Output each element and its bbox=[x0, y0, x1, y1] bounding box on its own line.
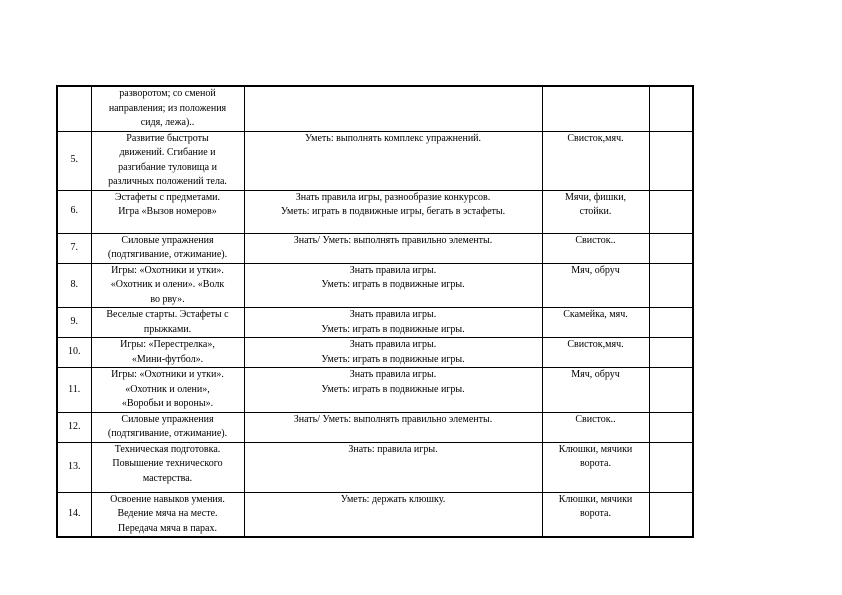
requirement-line: Уметь: играть в подвижные игры. bbox=[321, 353, 465, 365]
table-row bbox=[57, 131, 693, 190]
table-row bbox=[57, 338, 693, 368]
requirements-cell bbox=[244, 190, 542, 233]
topic-line: (подтягивание, отжимание). bbox=[107, 428, 228, 439]
topic-line: Развитие быстроты bbox=[126, 132, 209, 144]
topic-line: Игры: «Охотники и утки». bbox=[111, 264, 224, 276]
equipment-line: Клюшки, мячики bbox=[558, 493, 633, 505]
topic-line: разгибание туловища и bbox=[118, 161, 217, 173]
table-row bbox=[57, 86, 693, 131]
notes-cell bbox=[649, 190, 693, 233]
equipment-line: Скамейка, мяч. bbox=[563, 309, 628, 320]
notes-cell bbox=[649, 233, 693, 263]
topic-line: Силовые упражнения bbox=[121, 234, 214, 246]
equipment-line: ворота. bbox=[580, 458, 611, 469]
topic-line: Повышение технического bbox=[112, 458, 223, 469]
topic-line: Игра «Вызов номеров» bbox=[118, 206, 217, 217]
lesson-topic-cell bbox=[91, 233, 244, 263]
lesson-topic-cell bbox=[91, 190, 244, 233]
lesson-topic-cell bbox=[91, 442, 244, 492]
lesson-number-cell: 13. bbox=[57, 442, 91, 492]
topic-line: «Мини-футбол». bbox=[131, 353, 204, 365]
equipment-cell bbox=[542, 308, 649, 338]
lesson-number-cell: 11. bbox=[57, 368, 91, 413]
notes-cell bbox=[649, 338, 693, 368]
requirement-line: Знать правила игры, разнообразие конкурсов. bbox=[295, 191, 491, 203]
requirement-line: Знать правила игры. bbox=[349, 369, 437, 380]
lesson-number-cell: 7. bbox=[57, 233, 91, 263]
topic-line: Техническая подготовка. bbox=[114, 443, 221, 455]
topic-line: прыжками. bbox=[143, 323, 192, 335]
requirement-line: Уметь: играть в подвижные игры. bbox=[321, 279, 465, 290]
lesson-topic-cell bbox=[91, 131, 244, 190]
equipment-cell bbox=[542, 233, 649, 263]
lesson-number-cell: 12. bbox=[57, 412, 91, 442]
topic-line: мастерства. bbox=[142, 472, 193, 484]
table-row bbox=[57, 263, 693, 308]
topic-line: Эстафеты с предметами. bbox=[114, 191, 221, 203]
requirement-line: Знать/ Уметь: выполнять правильно элементы. bbox=[293, 234, 493, 246]
lesson-number-cell: 9. bbox=[57, 308, 91, 338]
topic-line: «Охотник и олени». «Волк bbox=[110, 279, 225, 290]
requirement-line: Знать/ Уметь: выполнять правильно элементы. bbox=[293, 413, 493, 425]
lesson-topic-cell bbox=[91, 368, 244, 413]
requirements-cell bbox=[244, 263, 542, 308]
requirements-cell bbox=[244, 233, 542, 263]
requirements-cell bbox=[244, 131, 542, 190]
requirements-cell bbox=[244, 308, 542, 338]
equipment-line: Свисток.. bbox=[575, 234, 616, 246]
topic-line: направления; из положения bbox=[108, 102, 227, 114]
table-row bbox=[57, 442, 693, 492]
equipment-line: Мяч, обруч bbox=[571, 369, 620, 380]
notes-cell bbox=[649, 308, 693, 338]
topic-line: движений. Сгибание и bbox=[119, 147, 216, 158]
equipment-cell bbox=[542, 263, 649, 308]
topic-line: Передача мяча в парах. bbox=[118, 522, 217, 534]
lesson-topic-cell bbox=[91, 263, 244, 308]
equipment-cell bbox=[542, 492, 649, 537]
equipment-line: Свисток,мяч. bbox=[567, 132, 624, 144]
requirement-line: Знать: правила игры. bbox=[348, 443, 438, 455]
table-row bbox=[57, 308, 693, 338]
lesson-number-cell: 10. bbox=[57, 338, 91, 368]
table-row bbox=[57, 368, 693, 413]
notes-cell bbox=[649, 131, 693, 190]
lesson-number-cell: 8. bbox=[57, 263, 91, 308]
lesson-topic-cell bbox=[91, 492, 244, 537]
requirement-line: Знать правила игры. bbox=[349, 309, 437, 320]
topic-line: Игры: «Охотники и утки». bbox=[111, 369, 224, 380]
requirement-line: Уметь: играть в подвижные игры. bbox=[321, 323, 465, 335]
equipment-cell bbox=[542, 412, 649, 442]
lesson-number-cell bbox=[57, 86, 91, 131]
topic-line: Веселые старты. Эстафеты с bbox=[106, 309, 229, 320]
lesson-topic-cell bbox=[91, 412, 244, 442]
topic-line: (подтягивание, отжимание). bbox=[107, 249, 228, 260]
requirement-line: Уметь: играть в подвижные игры. bbox=[321, 383, 465, 395]
requirements-cell bbox=[244, 368, 542, 413]
notes-cell bbox=[649, 263, 693, 308]
equipment-cell bbox=[542, 442, 649, 492]
requirements-cell bbox=[244, 86, 542, 131]
lesson-plan-table bbox=[56, 85, 694, 538]
lesson-topic-cell bbox=[91, 86, 244, 131]
requirements-cell bbox=[244, 442, 542, 492]
topic-line: Освоение навыков умения. bbox=[110, 493, 225, 505]
requirement-line: Уметь: держать клюшку. bbox=[340, 493, 446, 505]
lesson-topic-cell bbox=[91, 338, 244, 368]
topic-line: сидя, лежа).. bbox=[140, 117, 195, 128]
notes-cell bbox=[649, 412, 693, 442]
topic-line: Силовые упражнения bbox=[121, 413, 214, 425]
notes-cell bbox=[649, 368, 693, 413]
notes-cell bbox=[649, 442, 693, 492]
equipment-cell bbox=[542, 131, 649, 190]
equipment-cell bbox=[542, 86, 649, 131]
table-row bbox=[57, 412, 693, 442]
lesson-number-cell: 5. bbox=[57, 131, 91, 190]
requirements-cell bbox=[244, 492, 542, 537]
topic-line: «Охотник и олени», bbox=[125, 383, 210, 395]
equipment-line: Мячи, фишки, bbox=[564, 191, 627, 203]
requirements-cell bbox=[244, 338, 542, 368]
equipment-line: Свисток,мяч. bbox=[567, 339, 624, 350]
equipment-cell bbox=[542, 190, 649, 233]
equipment-cell bbox=[542, 368, 649, 413]
topic-line: «Воробьи и вороны». bbox=[121, 398, 214, 409]
requirement-line: Уметь: выполнять комплекс упражнений. bbox=[304, 132, 482, 144]
requirements-cell bbox=[244, 412, 542, 442]
notes-cell bbox=[649, 492, 693, 537]
equipment-line: Клюшки, мячики bbox=[558, 443, 633, 455]
equipment-line: стойки. bbox=[579, 206, 612, 217]
equipment-cell bbox=[542, 338, 649, 368]
requirement-line: Уметь: играть в подвижные игры, бегать в эстафеты. bbox=[280, 206, 506, 217]
requirement-line: Знать правила игры. bbox=[349, 339, 437, 350]
equipment-line: Свисток.. bbox=[575, 413, 616, 425]
lesson-number-cell: 14. bbox=[57, 492, 91, 537]
table-row bbox=[57, 233, 693, 263]
lesson-topic-cell bbox=[91, 308, 244, 338]
topic-line: различных положений тела. bbox=[108, 176, 227, 187]
equipment-line: ворота. bbox=[580, 508, 611, 519]
equipment-line: Мяч, обруч bbox=[571, 264, 620, 276]
notes-cell bbox=[649, 86, 693, 131]
topic-line: Игры: «Перестрелка», bbox=[120, 339, 215, 350]
lesson-number-cell: 6. bbox=[57, 190, 91, 233]
lesson-plan-body bbox=[57, 86, 693, 537]
topic-line: во рву». bbox=[150, 293, 185, 305]
requirement-line: Знать правила игры. bbox=[349, 264, 437, 276]
topic-line: Ведение мяча на месте. bbox=[117, 508, 218, 519]
table-row bbox=[57, 492, 693, 537]
topic-line: разворотом; со сменой bbox=[119, 88, 216, 99]
table-row bbox=[57, 190, 693, 233]
